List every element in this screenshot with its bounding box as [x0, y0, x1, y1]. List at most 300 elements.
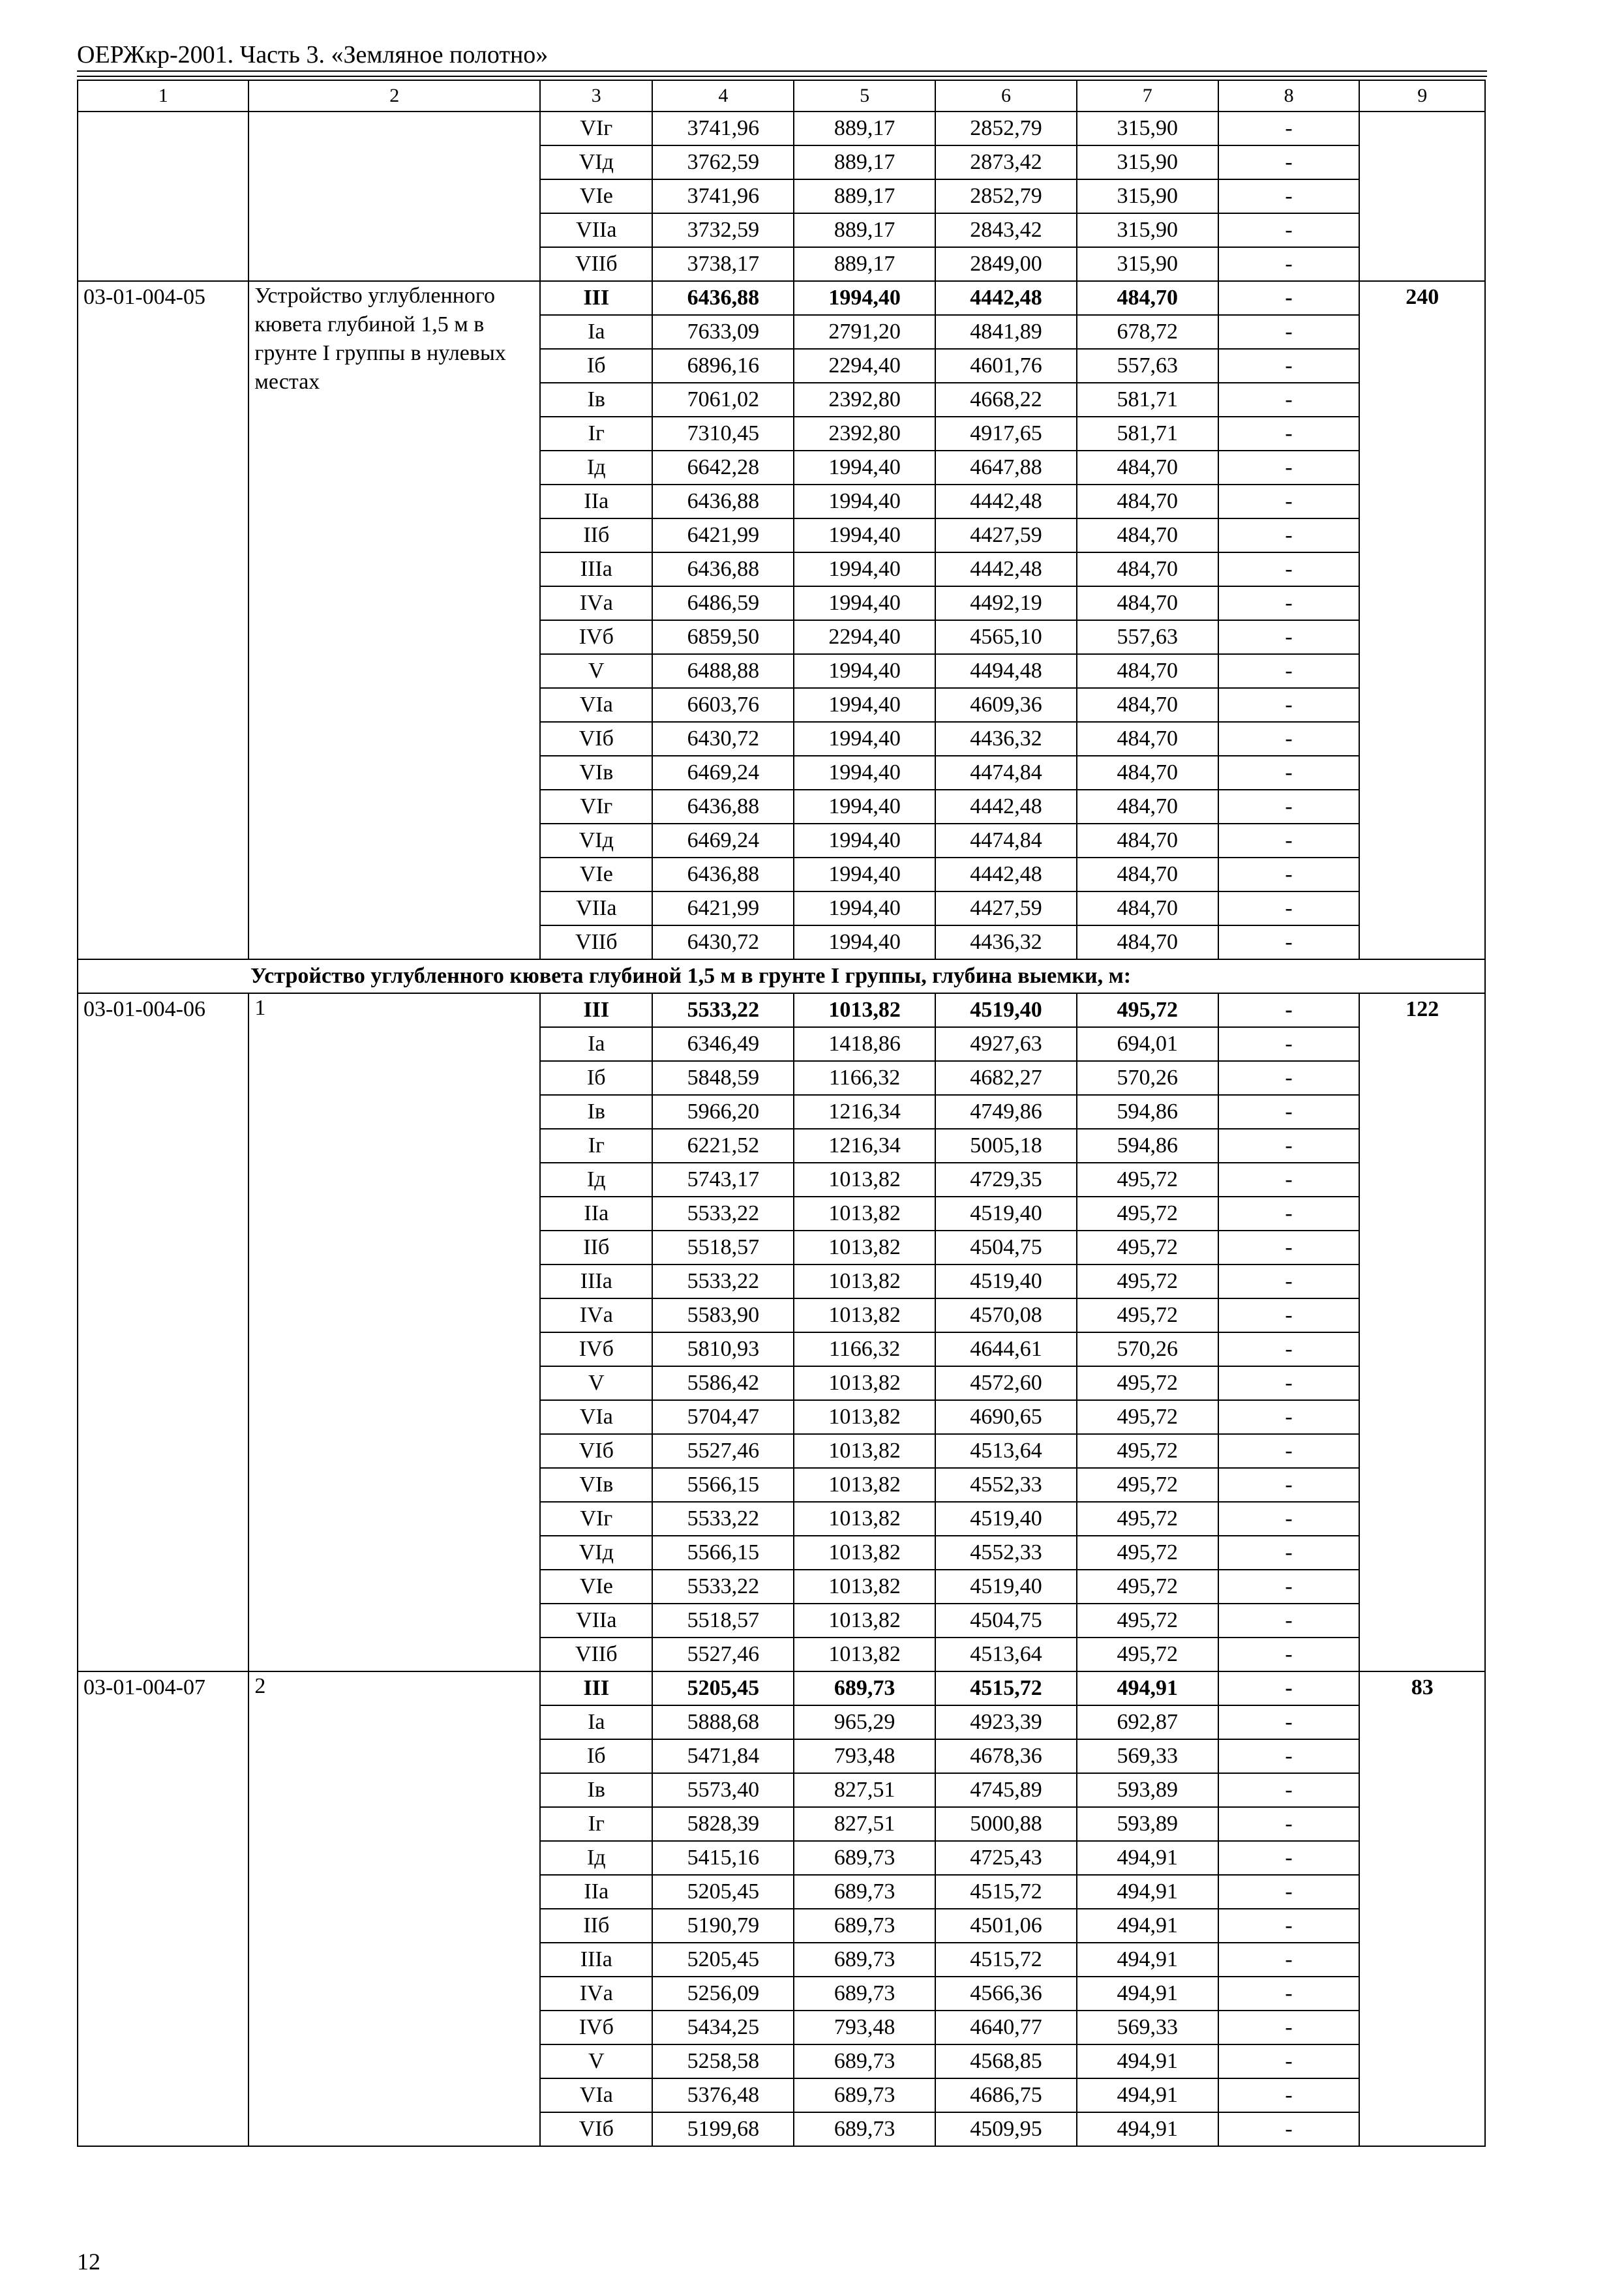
value-cell: 4565,10 [935, 620, 1077, 654]
value-cell: 689,73 [794, 2078, 935, 2112]
value-cell: - [1218, 1977, 1360, 2011]
value-cell: - [1218, 1909, 1360, 1943]
value-cell: - [1218, 1197, 1360, 1231]
value-cell: 1994,40 [794, 281, 935, 315]
value-cell: 4601,76 [935, 349, 1077, 383]
value-cell: 570,26 [1077, 1332, 1218, 1366]
value-cell: 495,72 [1077, 1638, 1218, 1671]
value-cell: 1013,82 [794, 1536, 935, 1570]
rate-code: 03-01-004-07 [78, 1671, 248, 2146]
zone-code: VIIа [540, 213, 652, 247]
work-description: Устройство углубленного кювета глубиной 1,5 м в грунте I группы в нулевых местах [248, 281, 540, 959]
value-cell: 827,51 [794, 1807, 935, 1841]
value-cell: 484,70 [1077, 891, 1218, 925]
value-cell: 1013,82 [794, 1638, 935, 1671]
value-cell: 6603,76 [652, 688, 794, 722]
table-body [78, 80, 1485, 2146]
value-cell: 484,70 [1077, 756, 1218, 790]
value-cell: 4668,22 [935, 383, 1077, 417]
zone-code: IIа [540, 1197, 652, 1231]
table-row [78, 993, 1485, 1027]
value-cell: 4474,84 [935, 824, 1077, 858]
value-cell: 5527,46 [652, 1638, 794, 1671]
value-cell: 6859,50 [652, 620, 794, 654]
value-cell: 5533,22 [652, 1502, 794, 1536]
zone-code: III [540, 993, 652, 1027]
value-cell: 689,73 [794, 1943, 935, 1977]
zone-code: VIб [540, 1434, 652, 1468]
value-cell: 315,90 [1077, 179, 1218, 213]
value-cell: - [1218, 349, 1360, 383]
value-cell: 484,70 [1077, 654, 1218, 688]
value-cell: 4640,77 [935, 2011, 1077, 2044]
value-cell: - [1218, 1298, 1360, 1332]
value-cell: 1994,40 [794, 552, 935, 586]
value-cell: 2852,79 [935, 179, 1077, 213]
value-cell: 4515,72 [935, 1943, 1077, 1977]
value-cell: 5205,45 [652, 1943, 794, 1977]
value-cell: 1013,82 [794, 1231, 935, 1264]
value-cell: 315,90 [1077, 213, 1218, 247]
value-cell: 494,91 [1077, 1841, 1218, 1875]
zone-code: Iа [540, 1027, 652, 1061]
zone-code: V [540, 654, 652, 688]
value-cell: 4841,89 [935, 315, 1077, 349]
value-cell: 6436,88 [652, 552, 794, 586]
work-description [248, 112, 540, 281]
value-cell: 2873,42 [935, 145, 1077, 179]
labor-cost: 240 [1359, 281, 1485, 959]
value-cell: - [1218, 1841, 1360, 1875]
value-cell: - [1218, 1061, 1360, 1095]
value-cell: - [1218, 2112, 1360, 2146]
zone-code: Iд [540, 1163, 652, 1197]
value-cell: - [1218, 1231, 1360, 1264]
value-cell: - [1218, 315, 1360, 349]
value-cell: 5205,45 [652, 1671, 794, 1705]
zone-code: IVа [540, 1298, 652, 1332]
value-cell: 495,72 [1077, 1298, 1218, 1332]
value-cell: - [1218, 1027, 1360, 1061]
zone-code: VIIа [540, 1604, 652, 1638]
table-row [78, 281, 1485, 315]
value-cell: 1013,82 [794, 1298, 935, 1332]
value-cell: 494,91 [1077, 2078, 1218, 2112]
zone-code: VIд [540, 1536, 652, 1570]
value-cell: 569,33 [1077, 1739, 1218, 1773]
value-cell: 689,73 [794, 1671, 935, 1705]
value-cell: - [1218, 925, 1360, 959]
value-cell: 4745,89 [935, 1773, 1077, 1807]
column-number: 3 [540, 80, 652, 112]
value-cell: - [1218, 858, 1360, 891]
value-cell: 6488,88 [652, 654, 794, 688]
value-cell: - [1218, 518, 1360, 552]
value-cell: 315,90 [1077, 145, 1218, 179]
zone-code: IIIа [540, 1264, 652, 1298]
value-cell: 5471,84 [652, 1739, 794, 1773]
value-cell: 6346,49 [652, 1027, 794, 1061]
zone-code: VIд [540, 145, 652, 179]
value-cell: 484,70 [1077, 552, 1218, 586]
value-cell: 484,70 [1077, 722, 1218, 756]
value-cell: 6436,88 [652, 485, 794, 518]
zone-code: IIIа [540, 1943, 652, 1977]
value-cell: 689,73 [794, 1841, 935, 1875]
value-cell: 6436,88 [652, 281, 794, 315]
zone-code: VIа [540, 1400, 652, 1434]
zone-code: VIе [540, 1570, 652, 1604]
value-cell: 5256,09 [652, 1977, 794, 2011]
value-cell: - [1218, 1434, 1360, 1468]
zone-code: VIб [540, 2112, 652, 2146]
zone-code: VIг [540, 112, 652, 145]
value-cell: 7061,02 [652, 383, 794, 417]
value-cell: 689,73 [794, 1977, 935, 2011]
zone-code: Iб [540, 1061, 652, 1095]
value-cell: - [1218, 145, 1360, 179]
value-cell: 4566,36 [935, 1977, 1077, 2011]
value-cell: 4442,48 [935, 858, 1077, 891]
value-cell: 3762,59 [652, 145, 794, 179]
zone-code: IVа [540, 1977, 652, 2011]
zone-code: Iв [540, 1773, 652, 1807]
table-row [78, 1671, 1485, 1705]
value-cell: - [1218, 451, 1360, 485]
value-cell: 495,72 [1077, 1163, 1218, 1197]
value-cell: 4494,48 [935, 654, 1077, 688]
value-cell: 4519,40 [935, 1197, 1077, 1231]
zone-code: IVа [540, 586, 652, 620]
value-cell: 4513,64 [935, 1434, 1077, 1468]
value-cell: - [1218, 2011, 1360, 2044]
value-cell: - [1218, 552, 1360, 586]
value-cell: 4436,32 [935, 925, 1077, 959]
zone-code: IIа [540, 1875, 652, 1909]
value-cell: 5190,79 [652, 1909, 794, 1943]
value-cell: 5000,88 [935, 1807, 1077, 1841]
value-cell: 4568,85 [935, 2044, 1077, 2078]
value-cell: 827,51 [794, 1773, 935, 1807]
zone-code: IIIа [540, 552, 652, 586]
value-cell: - [1218, 1264, 1360, 1298]
value-cell: - [1218, 2078, 1360, 2112]
value-cell: 6469,24 [652, 756, 794, 790]
value-cell: 4572,60 [935, 1366, 1077, 1400]
zone-code: IIа [540, 485, 652, 518]
labor-cost: 122 [1359, 993, 1485, 1671]
value-cell: 4682,27 [935, 1061, 1077, 1095]
value-cell: 484,70 [1077, 518, 1218, 552]
value-cell: 557,63 [1077, 620, 1218, 654]
value-cell: 484,70 [1077, 485, 1218, 518]
value-cell: 689,73 [794, 1909, 935, 1943]
value-cell: 5828,39 [652, 1807, 794, 1841]
value-cell: 1994,40 [794, 858, 935, 891]
value-cell: 965,29 [794, 1705, 935, 1739]
value-cell: 6436,88 [652, 858, 794, 891]
value-cell: 5888,68 [652, 1705, 794, 1739]
zone-code: VIа [540, 2078, 652, 2112]
value-cell: 1013,82 [794, 1400, 935, 1434]
value-cell: 689,73 [794, 2044, 935, 2078]
value-cell: 484,70 [1077, 586, 1218, 620]
column-number: 7 [1077, 80, 1218, 112]
value-cell: 4442,48 [935, 485, 1077, 518]
value-cell: - [1218, 213, 1360, 247]
value-cell: 689,73 [794, 2112, 935, 2146]
value-cell: 484,70 [1077, 858, 1218, 891]
zone-code: Iг [540, 417, 652, 451]
value-cell: 6469,24 [652, 824, 794, 858]
value-cell: 1013,82 [794, 1468, 935, 1502]
value-cell: 4504,75 [935, 1604, 1077, 1638]
value-cell: 1216,34 [794, 1095, 935, 1129]
value-cell: 6436,88 [652, 790, 794, 824]
value-cell: 2843,42 [935, 213, 1077, 247]
zone-code: III [540, 281, 652, 315]
value-cell: 7633,09 [652, 315, 794, 349]
value-cell: 4519,40 [935, 993, 1077, 1027]
value-cell: 5533,22 [652, 1197, 794, 1231]
value-cell: 4509,95 [935, 2112, 1077, 2146]
zone-code: Iв [540, 1095, 652, 1129]
value-cell: 494,91 [1077, 1875, 1218, 1909]
zone-code: Iа [540, 315, 652, 349]
value-cell: 793,48 [794, 2011, 935, 2044]
value-cell: 689,73 [794, 1875, 935, 1909]
value-cell: 692,87 [1077, 1705, 1218, 1739]
value-cell: 494,91 [1077, 2044, 1218, 2078]
zone-code: IIб [540, 518, 652, 552]
zone-code: Iд [540, 451, 652, 485]
value-cell: - [1218, 1875, 1360, 1909]
zone-code: V [540, 1366, 652, 1400]
value-cell: - [1218, 1604, 1360, 1638]
value-cell: 5583,90 [652, 1298, 794, 1332]
column-number: 4 [652, 80, 794, 112]
document-header: ОЕРЖкр-2001. Часть 3. «Земляное полотно» [77, 41, 549, 68]
rates-table [77, 80, 1486, 2147]
zone-code: VIг [540, 1502, 652, 1536]
value-cell: 1994,40 [794, 485, 935, 518]
zone-code: VIе [540, 858, 652, 891]
value-cell: 5566,15 [652, 1468, 794, 1502]
zone-code: IVб [540, 2011, 652, 2044]
value-cell: 484,70 [1077, 451, 1218, 485]
value-cell: 4427,59 [935, 518, 1077, 552]
value-cell: 4519,40 [935, 1570, 1077, 1604]
value-cell: - [1218, 1400, 1360, 1434]
value-cell: 1013,82 [794, 1366, 935, 1400]
value-cell: 2852,79 [935, 112, 1077, 145]
value-cell: - [1218, 993, 1360, 1027]
value-cell: 1166,32 [794, 1332, 935, 1366]
value-cell: 315,90 [1077, 247, 1218, 281]
zone-code: VIIб [540, 925, 652, 959]
page-number: 12 [77, 2249, 100, 2275]
zone-code: VIв [540, 756, 652, 790]
zone-code: Iд [540, 1841, 652, 1875]
header-rule [77, 70, 1487, 72]
value-cell: - [1218, 2044, 1360, 2078]
work-description: 1 [248, 993, 540, 1671]
value-cell: 4570,08 [935, 1298, 1077, 1332]
value-cell: 495,72 [1077, 1604, 1218, 1638]
column-number-row [78, 80, 1485, 112]
value-cell: 495,72 [1077, 1570, 1218, 1604]
value-cell: - [1218, 1095, 1360, 1129]
zone-code: VIIб [540, 1638, 652, 1671]
zone-code: VIб [540, 722, 652, 756]
value-cell: 4436,32 [935, 722, 1077, 756]
value-cell: 7310,45 [652, 417, 794, 451]
value-cell: 581,71 [1077, 383, 1218, 417]
value-cell: 4647,88 [935, 451, 1077, 485]
value-cell: - [1218, 281, 1360, 315]
value-cell: 593,89 [1077, 1807, 1218, 1841]
value-cell: 315,90 [1077, 112, 1218, 145]
value-cell: 4927,63 [935, 1027, 1077, 1061]
zone-code: Iб [540, 1739, 652, 1773]
zone-code: VIIб [540, 247, 652, 281]
value-cell: 3741,96 [652, 112, 794, 145]
value-cell: - [1218, 1468, 1360, 1502]
value-cell: 4552,33 [935, 1536, 1077, 1570]
value-cell: 5518,57 [652, 1604, 794, 1638]
value-cell: 5810,93 [652, 1332, 794, 1366]
zone-code: V [540, 2044, 652, 2078]
value-cell: 495,72 [1077, 1231, 1218, 1264]
value-cell: 4504,75 [935, 1231, 1077, 1264]
value-cell: 1013,82 [794, 1197, 935, 1231]
value-cell: - [1218, 485, 1360, 518]
value-cell: 5966,20 [652, 1095, 794, 1129]
value-cell: 889,17 [794, 247, 935, 281]
value-cell: - [1218, 1366, 1360, 1400]
column-number: 5 [794, 80, 935, 112]
value-cell: - [1218, 1671, 1360, 1705]
value-cell: 484,70 [1077, 790, 1218, 824]
value-cell: 5743,17 [652, 1163, 794, 1197]
column-number: 6 [935, 80, 1077, 112]
value-cell: 2392,80 [794, 417, 935, 451]
value-cell: 5533,22 [652, 993, 794, 1027]
zone-code: IVб [540, 620, 652, 654]
value-cell: 4513,64 [935, 1638, 1077, 1671]
value-cell: 5518,57 [652, 1231, 794, 1264]
zone-code: VIIа [540, 891, 652, 925]
value-cell: 5005,18 [935, 1129, 1077, 1163]
zone-code: Iа [540, 1705, 652, 1739]
header-rule-double [77, 76, 1487, 77]
value-cell: 495,72 [1077, 1502, 1218, 1536]
value-cell: 793,48 [794, 1739, 935, 1773]
column-number: 8 [1218, 80, 1360, 112]
value-cell: - [1218, 383, 1360, 417]
value-cell: 4609,36 [935, 688, 1077, 722]
value-cell: 495,72 [1077, 993, 1218, 1027]
value-cell: - [1218, 1773, 1360, 1807]
value-cell: 4474,84 [935, 756, 1077, 790]
value-cell: 495,72 [1077, 1197, 1218, 1231]
value-cell: 4678,36 [935, 1739, 1077, 1773]
value-cell: 4501,06 [935, 1909, 1077, 1943]
zone-code: Iв [540, 383, 652, 417]
value-cell: 4515,72 [935, 1875, 1077, 1909]
value-cell: 5848,59 [652, 1061, 794, 1095]
value-cell: - [1218, 824, 1360, 858]
value-cell: 5415,16 [652, 1841, 794, 1875]
value-cell: 495,72 [1077, 1536, 1218, 1570]
zone-code: III [540, 1671, 652, 1705]
value-cell: - [1218, 179, 1360, 213]
value-cell: 581,71 [1077, 417, 1218, 451]
value-cell: 1994,40 [794, 451, 935, 485]
value-cell: 4427,59 [935, 891, 1077, 925]
rate-code [78, 112, 248, 281]
value-cell: 495,72 [1077, 1264, 1218, 1298]
value-cell: 4442,48 [935, 552, 1077, 586]
value-cell: 1166,32 [794, 1061, 935, 1095]
rate-code: 03-01-004-05 [78, 281, 248, 959]
work-description: 2 [248, 1671, 540, 2146]
value-cell: - [1218, 1739, 1360, 1773]
value-cell: 4442,48 [935, 790, 1077, 824]
column-number: 9 [1359, 80, 1485, 112]
value-cell: - [1218, 1638, 1360, 1671]
value-cell: 495,72 [1077, 1400, 1218, 1434]
value-cell: 5376,48 [652, 2078, 794, 2112]
value-cell: 495,72 [1077, 1434, 1218, 1468]
value-cell: 694,01 [1077, 1027, 1218, 1061]
value-cell: 594,86 [1077, 1095, 1218, 1129]
value-cell: 5533,22 [652, 1264, 794, 1298]
column-number: 2 [248, 80, 540, 112]
value-cell: - [1218, 1536, 1360, 1570]
value-cell: 484,70 [1077, 925, 1218, 959]
value-cell: 2294,40 [794, 349, 935, 383]
value-cell: 6430,72 [652, 925, 794, 959]
value-cell: 4923,39 [935, 1705, 1077, 1739]
value-cell: - [1218, 654, 1360, 688]
zone-code: VIе [540, 179, 652, 213]
value-cell: 4515,72 [935, 1671, 1077, 1705]
value-cell: - [1218, 891, 1360, 925]
value-cell: 484,70 [1077, 824, 1218, 858]
value-cell: 494,91 [1077, 1943, 1218, 1977]
value-cell: 1013,82 [794, 1502, 935, 1536]
value-cell: 4442,48 [935, 281, 1077, 315]
value-cell: 6421,99 [652, 518, 794, 552]
value-cell: 1994,40 [794, 925, 935, 959]
value-cell: 1994,40 [794, 586, 935, 620]
zone-code: VIа [540, 688, 652, 722]
zone-code: VIв [540, 1468, 652, 1502]
value-cell: 2849,00 [935, 247, 1077, 281]
value-cell: 6430,72 [652, 722, 794, 756]
zone-code: IIб [540, 1909, 652, 1943]
zone-code: VIг [540, 790, 652, 824]
zone-code: Iб [540, 349, 652, 383]
value-cell: - [1218, 1570, 1360, 1604]
value-cell: - [1218, 112, 1360, 145]
value-cell: 889,17 [794, 179, 935, 213]
value-cell: 5704,47 [652, 1400, 794, 1434]
value-cell: - [1218, 586, 1360, 620]
value-cell: 4686,75 [935, 2078, 1077, 2112]
value-cell: 4917,65 [935, 417, 1077, 451]
